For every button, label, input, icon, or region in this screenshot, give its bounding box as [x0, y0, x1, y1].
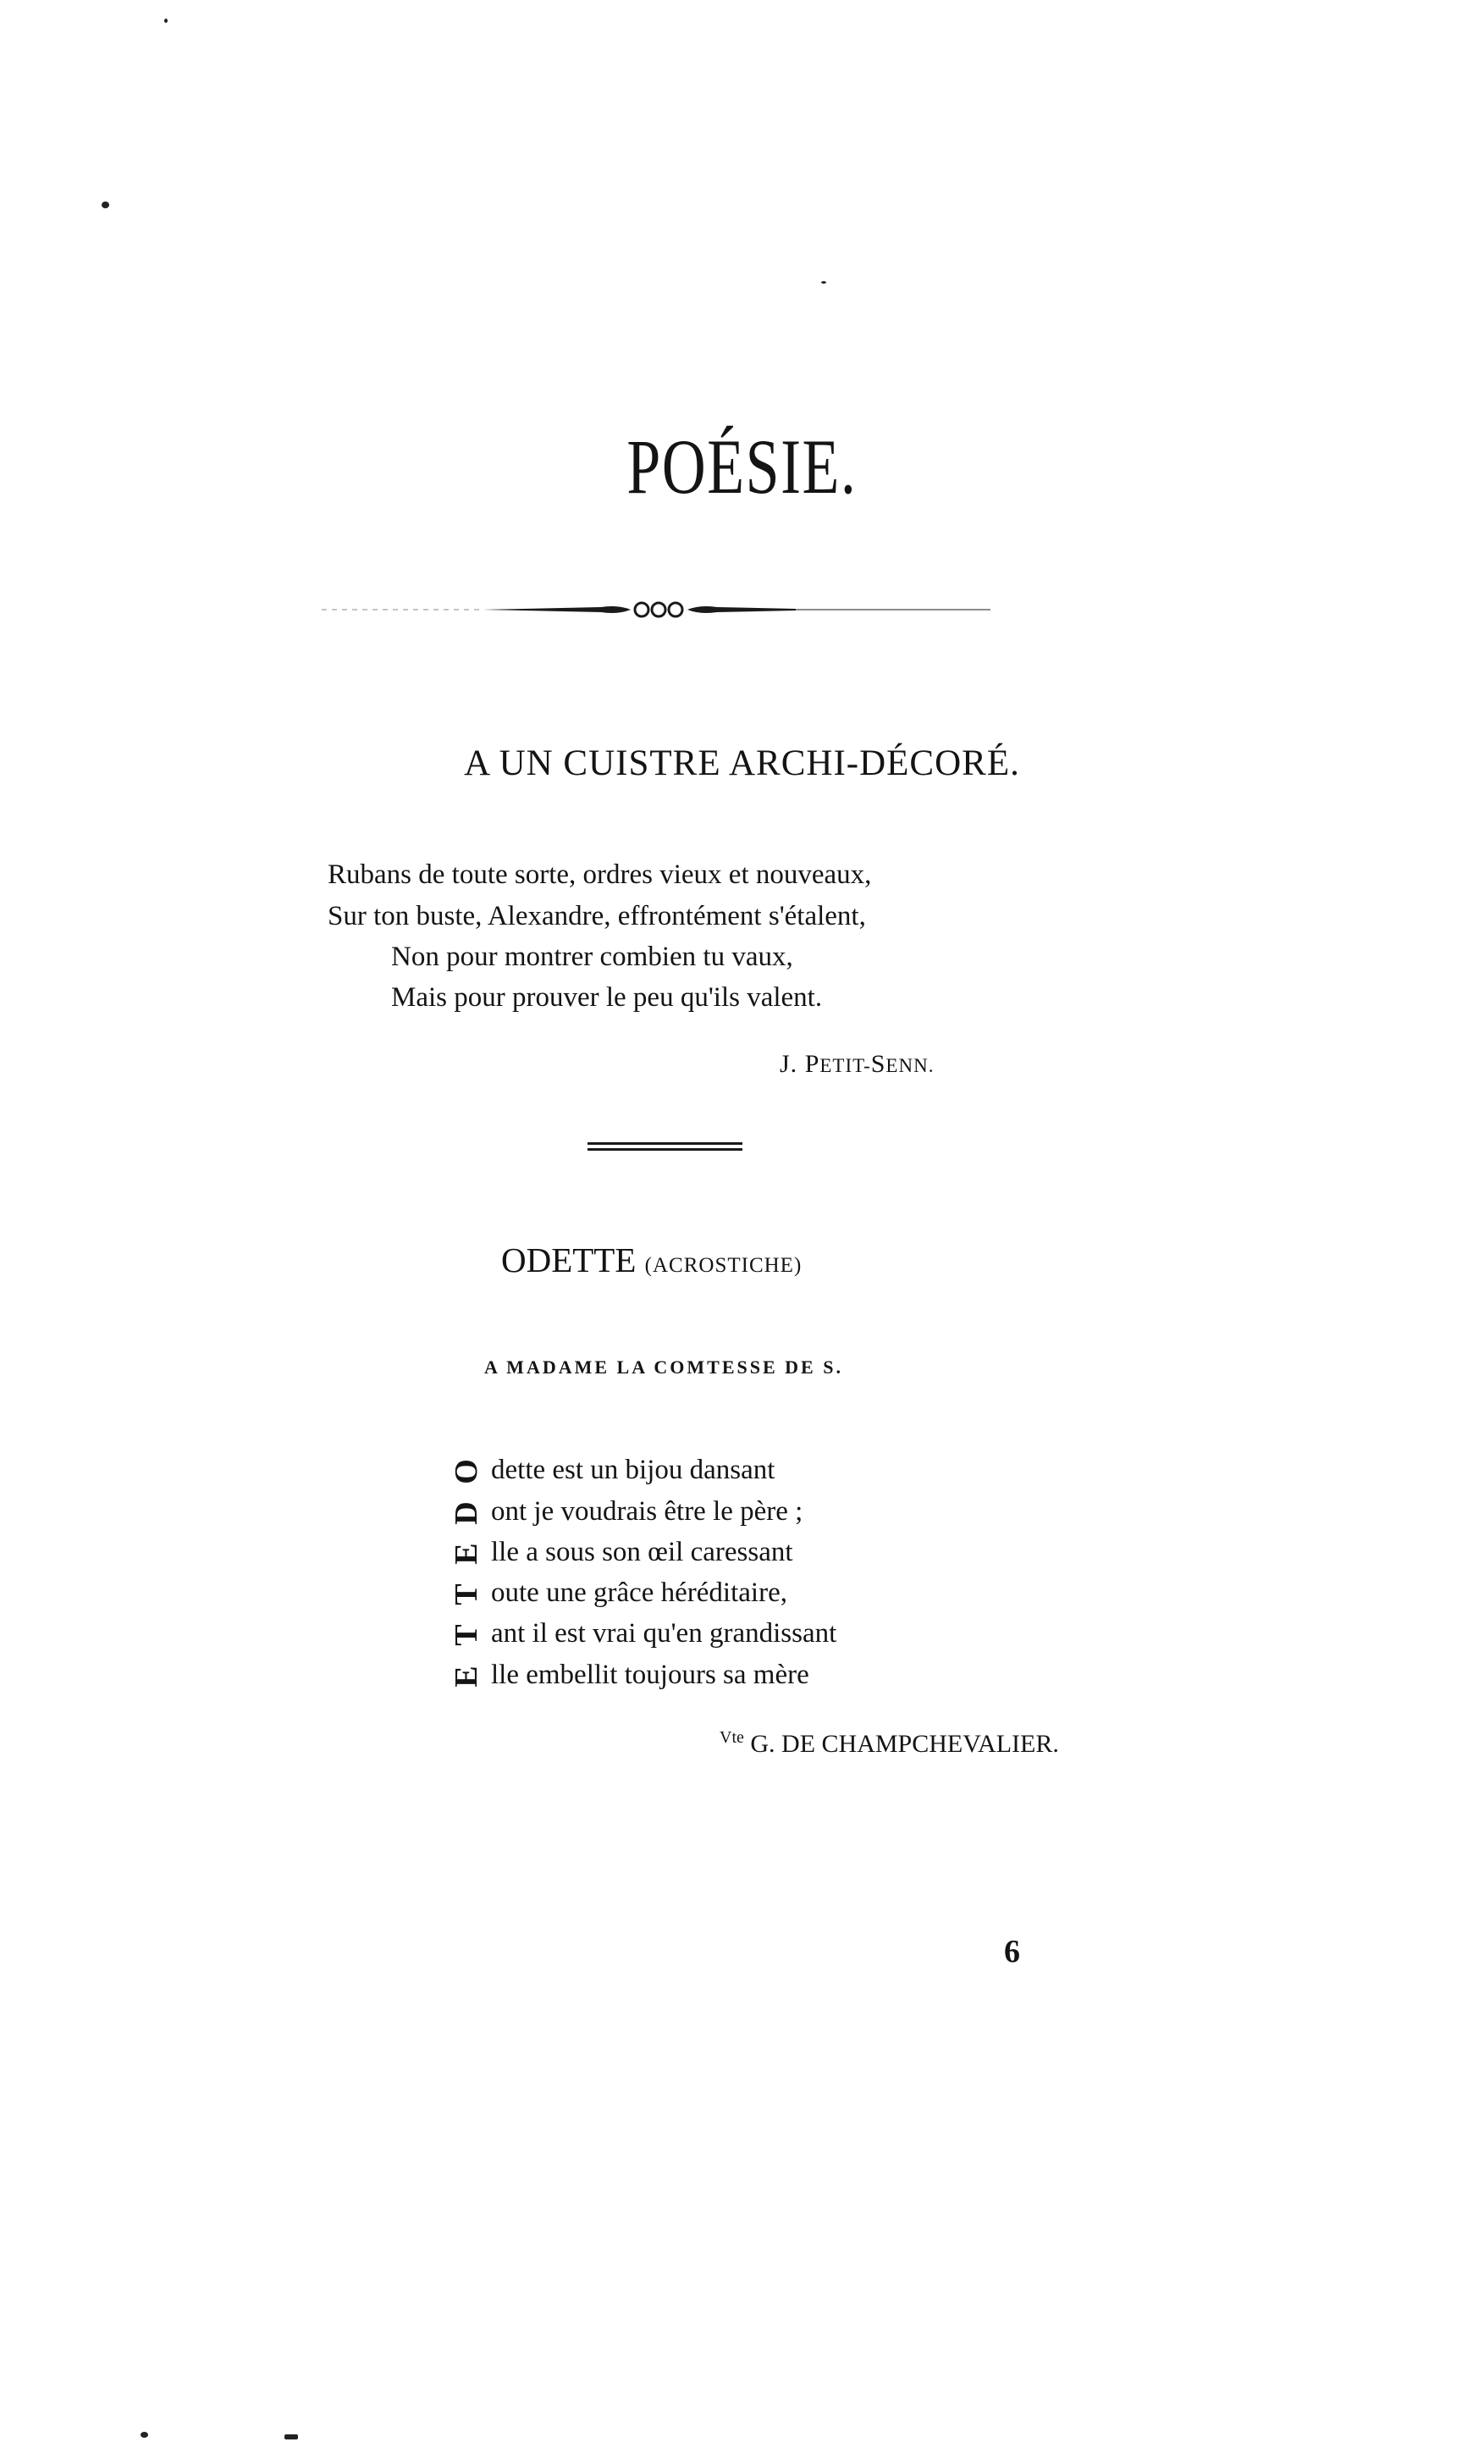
acrostic-letter: O — [449, 1459, 484, 1484]
scan-speck — [164, 19, 168, 23]
acrostic-letter: D — [449, 1501, 484, 1525]
acrostic-letter: T — [449, 1624, 484, 1646]
verse-line: lle embellit toujours sa mère — [491, 1660, 809, 1690]
author-title: Vte — [720, 1728, 744, 1747]
scan-speck — [102, 202, 109, 208]
verse-line: dette est un bijou dansant — [491, 1455, 775, 1485]
poem-author — [720, 1729, 1059, 1757]
scan-speck — [284, 2434, 298, 2439]
author-name-first: P — [804, 1050, 820, 1078]
poem-title-main: ODETTE — [501, 1240, 637, 1279]
author-name-rest: ETIT- — [819, 1055, 871, 1076]
verse-line: ont je voudrais être le père ; — [491, 1496, 803, 1527]
verse-line: ant il est vrai qu'en grandissant — [491, 1618, 837, 1649]
acrostic-letter: E — [449, 1543, 484, 1565]
section-title: POÉSIE. — [626, 423, 858, 510]
verse-line: Mais pour prouver le peu qu'ils valent. — [391, 982, 823, 1013]
page-number: 6 — [1004, 1934, 1020, 1970]
verse-line: lle a sous son œil caressant — [491, 1537, 793, 1567]
author-initial: J. — [780, 1050, 798, 1078]
author-name: G. DE CHAMPCHEVALIER. — [750, 1730, 1059, 1758]
author-name-end: ENN. — [885, 1055, 935, 1076]
dedication: A MADAME LA COMTESSE DE S. — [484, 1356, 843, 1378]
author-name-s: S — [870, 1050, 886, 1078]
verse-line: Sur ton buste, Alexandre, effrontément s'étalent, — [328, 901, 866, 931]
scan-speck — [141, 2432, 148, 2438]
verse-line: oute une grâce héréditaire, — [491, 1577, 787, 1608]
double-rule-divider — [588, 1142, 742, 1154]
poem-subtitle: (ACROSTICHE) — [644, 1254, 803, 1277]
poem-title — [501, 1240, 803, 1279]
acrostic-letter: E — [449, 1666, 484, 1688]
ornament-divider — [322, 593, 990, 627]
poem-title: A UN CUISTRE ARCHI-DÉCORÉ. — [464, 743, 1020, 783]
verse-line: Non pour montrer combien tu vaux, — [391, 942, 793, 972]
acrostic-letter: T — [449, 1583, 484, 1605]
scan-speck — [821, 281, 826, 284]
verse-line: Rubans de toute sorte, ordres vieux et nouveaux, — [328, 859, 872, 890]
poem-author — [780, 1052, 934, 1077]
